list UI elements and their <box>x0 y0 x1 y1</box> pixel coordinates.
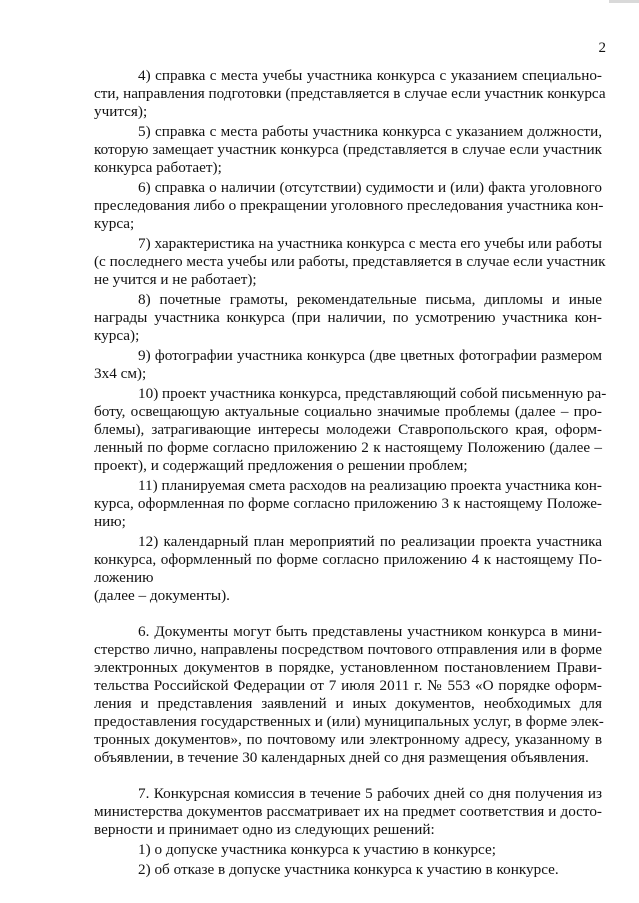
text-line: 6. Документы могут быть представлены участником конкурса в мини- <box>138 623 602 640</box>
page-number: 2 <box>598 40 606 56</box>
text-line: курса, оформленная по форме согласно приложению 3 к настоящему Положе- <box>94 495 602 512</box>
text-line: боту, освещающую актуальные социально значимые проблемы (далее – про- <box>94 403 602 420</box>
text-line: курса); <box>94 327 140 344</box>
text-line: (с последнего места учебы или работы, представляется в случае если участник <box>94 253 606 270</box>
text-line: 9) фотографии участника конкурса (две цветных фотографии размером <box>138 347 602 364</box>
text-line: 2) об отказе в допуске участника конкурса к участию в конкурсе. <box>138 861 559 878</box>
section-6-paragraph <box>94 623 602 767</box>
decision-item-1 <box>94 841 602 859</box>
text-line: предоставления государственных и (или) муниципальных услуг, в форме элек- <box>94 713 604 730</box>
text-line: тронных документов», по почтовому или электронному адресу, указанному в <box>94 731 602 748</box>
list-item-5 <box>94 123 602 177</box>
list-item-4 <box>94 67 606 121</box>
text-line: 8) почетные грамоты, рекомендательные письма, дипломы и иные <box>138 291 602 308</box>
text-line: ленный по форме согласно приложению 2 к настоящему Положению (далее – <box>94 439 602 456</box>
text-line: учится); <box>94 103 148 120</box>
list-item-12 <box>94 533 602 605</box>
text-line: верности и принимает одно из следующих решений: <box>94 821 435 838</box>
text-line: 10) проект участника конкурса, представляющий собой письменную ра- <box>138 385 607 402</box>
text-line: 7) характеристика на участника конкурса с места его учебы или работы <box>138 235 602 252</box>
document-body <box>94 67 607 879</box>
text-line: награды участника конкурса (при наличии, по усмотрению участника кон- <box>94 309 602 326</box>
text-line: 12) календарный план мероприятий по реализации проекта участника <box>138 533 602 550</box>
decision-item-2 <box>94 861 602 879</box>
text-line: конкурса работает); <box>94 159 222 176</box>
text-line: объявлении, в течение 30 календарных дней со дня размещения объявления. <box>94 749 589 766</box>
text-line: нию; <box>94 513 126 530</box>
text-line: ложению <box>94 569 154 586</box>
text-line: конкурса, оформленный по форме согласно приложению 4 к настоящему По- <box>94 551 602 568</box>
text-line: курса; <box>94 215 135 232</box>
text-line: сти, направления подготовки (представляется в случае если участник конкурса <box>94 85 606 102</box>
list-item-6 <box>94 179 602 233</box>
list-item-11 <box>94 477 602 531</box>
text-line: 7. Конкурсная комиссия в течение 5 рабочих дней со дня получения из <box>138 785 602 802</box>
text-line: преследования либо о прекращении уголовного преследования участника кон- <box>94 197 604 214</box>
text-line: 4) справка с места учебы участника конкурса с указанием специально- <box>138 67 602 84</box>
list-item-10 <box>94 385 607 475</box>
text-line: блемы), затрагивающие интересы молодежи Ставропольского края, оформ- <box>94 421 602 438</box>
text-line: ления и представления заявлений и иных документов, необходимых для <box>94 695 602 712</box>
text-line: 6) справка о наличии (отсутствии) судимости и (или) факта уголовного <box>138 179 602 196</box>
text-line: 5) справка с места работы участника конкурса с указанием должности, <box>138 123 602 140</box>
text-line: (далее – документы). <box>94 587 230 604</box>
text-line: не учится и не работает); <box>94 271 257 288</box>
text-line: проект), и содержащий предложения о решении проблем; <box>94 457 468 474</box>
section-7-paragraph <box>94 785 602 839</box>
text-line: министерства документов рассматривает их на предмет соответствия и досто- <box>94 803 602 820</box>
text-line: 11) планируемая смета расходов на реализацию проекта участника кон- <box>138 477 602 494</box>
list-item-9 <box>94 347 602 383</box>
text-line: которую замещает участник конкурса (представляется в случае если участник <box>94 141 602 158</box>
list-item-8 <box>94 291 602 345</box>
scan-edge-mark <box>609 0 639 3</box>
text-line: стерство лично, направлены посредством почтового отправления или в форме <box>94 641 602 658</box>
text-line: 1) о допуске участника конкурса к участию в конкурсе; <box>138 841 496 858</box>
text-line: электронных документов в порядке, установленном постановлением Прави- <box>94 659 602 676</box>
text-line: 3х4 см); <box>94 365 147 382</box>
list-item-7 <box>94 235 606 289</box>
text-line: тельства Российской Федерации от 7 июля 2011 г. № 553 «О порядке оформ- <box>94 677 602 694</box>
